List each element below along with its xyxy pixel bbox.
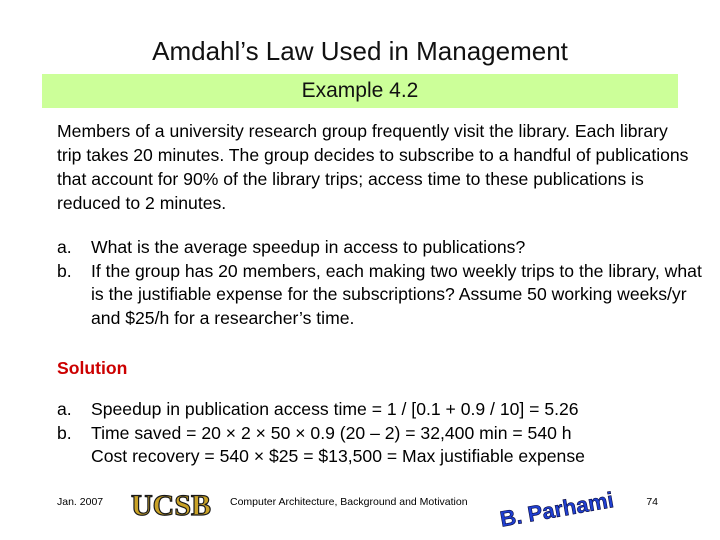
answer-line: Speedup in publication access time = 1 / [0.1 + 0.9 / 10] = 5.26 xyxy=(91,399,579,419)
footer-course: Computer Architecture, Background and Motivation xyxy=(230,496,468,508)
answer-list xyxy=(57,398,707,469)
ucsb-logo xyxy=(128,487,214,521)
question-text: If the group has 20 members, each making two weekly trips to the library, what is the justifiable expense for the subscriptions? Assume 50 working weeks/yr and $25/h for a researcher’s time. xyxy=(91,260,702,328)
answer-line: Cost recovery = 540 × $25 = $13,500 = Max justifiable expense xyxy=(91,446,585,466)
subtitle-banner xyxy=(42,74,678,108)
question-marker: a. xyxy=(57,237,72,257)
question-item xyxy=(57,260,707,331)
question-text: What is the average speedup in access to publications? xyxy=(91,237,526,257)
answer-marker: a. xyxy=(57,399,72,419)
author-signature-logo xyxy=(498,482,616,532)
question-marker: b. xyxy=(57,260,72,281)
page-number: 74 xyxy=(646,496,658,508)
answer-item xyxy=(57,398,707,422)
question-list xyxy=(57,236,707,330)
solution-heading: Solution xyxy=(57,358,128,378)
problem-statement: Members of a university research group frequently visit the library. Each library trip takes 20 minutes. The group decides to subscribe to a handful of publications that account for 90% of the library trips; access time to these publications is reduced to 2 minutes. xyxy=(57,121,689,213)
signature-text: B. Parhami xyxy=(498,487,616,532)
answer-marker: b. xyxy=(57,422,72,443)
answer-item xyxy=(57,422,707,469)
footer-date: Jan. 2007 xyxy=(57,496,104,508)
question-item xyxy=(57,236,707,260)
ucsb-logo-text: UCSB xyxy=(130,489,212,522)
answer-line: Time saved = 20 × 2 × 50 × 0.9 (20 – 2) = 32,400 min = 540 h xyxy=(91,422,572,443)
slide-title: Amdahl’s Law Used in Management xyxy=(152,36,568,66)
slide-subtitle: Example 4.2 xyxy=(301,79,419,102)
